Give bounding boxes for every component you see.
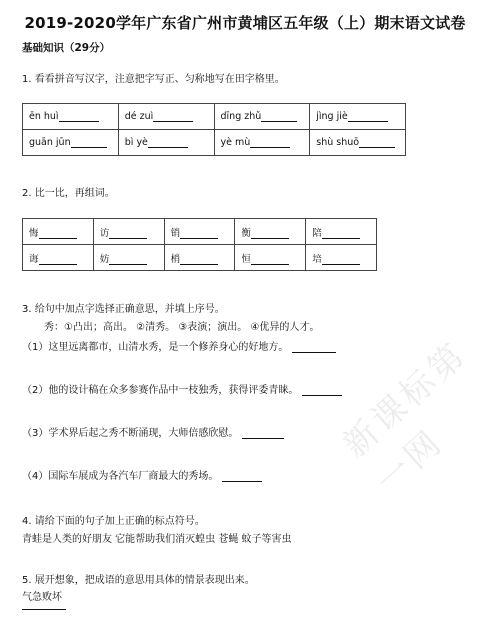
pinyin-text: bì yè — [124, 137, 148, 148]
char-text: 培 — [312, 253, 322, 265]
answer-blank[interactable] — [39, 228, 77, 239]
answer-blank[interactable] — [109, 254, 147, 265]
table-row — [23, 245, 377, 271]
q3-item-text: （2）他的设计稿在众多参赛作品中一枝独秀，获得评委青睐。 — [22, 385, 299, 396]
q2-prompt: 2. 比一比，再组词。 — [22, 188, 115, 199]
answer-blank[interactable] — [242, 427, 284, 439]
char-text: 销 — [170, 227, 181, 239]
pinyin-text: shù shuō — [316, 137, 360, 148]
pinyin-cell — [118, 130, 214, 156]
table-row — [23, 104, 406, 130]
section-heading: 基础知识（29分） — [22, 42, 111, 54]
answer-line[interactable] — [22, 608, 66, 610]
answer-blank[interactable] — [59, 111, 99, 122]
pinyin-text: guān jūn — [29, 137, 71, 148]
pinyin-text: dīng zhǔ — [220, 111, 262, 122]
q2-word-table — [22, 218, 377, 271]
table-row — [23, 130, 406, 156]
page-title: 2019-2020学年广东省广州市黄埔区五年级（上）期末语文试卷 — [24, 14, 466, 32]
q3-item-2 — [22, 381, 342, 396]
answer-blank[interactable] — [222, 470, 262, 482]
answer-blank[interactable] — [39, 254, 77, 265]
pinyin-cell — [214, 130, 310, 156]
pinyin-cell — [310, 104, 406, 130]
char-cell — [23, 245, 94, 271]
answer-blank[interactable] — [251, 254, 289, 265]
q3-item-text: （4）国际车展成为各汽车厂商最大的秀场。 — [22, 471, 219, 482]
answer-blank[interactable] — [148, 137, 188, 148]
pinyin-cell — [23, 130, 119, 156]
pinyin-cell — [23, 104, 119, 130]
answer-blank[interactable] — [109, 228, 147, 239]
q3-item-text: （1）这里远离都市，山清水秀，是一个修养身心的好地方。 — [22, 342, 289, 353]
q3-item-1 — [22, 338, 336, 353]
pinyin-cell — [310, 130, 406, 156]
pinyin-text: ēn huì — [29, 111, 59, 122]
pinyin-cell — [118, 104, 214, 130]
pinyin-text: dé zuì — [124, 111, 154, 122]
q3-item-3 — [22, 424, 284, 439]
char-text: 衡 — [241, 227, 251, 239]
char-text: 梢 — [170, 253, 181, 265]
q3-item-text: （3）学术界后起之秀不断涌现，大师倍感欣慰。 — [22, 428, 239, 439]
answer-blank[interactable] — [71, 137, 107, 148]
answer-blank[interactable] — [180, 228, 218, 239]
q3-item-4 — [22, 467, 262, 482]
pinyin-text: yè mù — [220, 137, 251, 148]
q5-prompt: 5. 展开想象，把成语的意思用具体的情景表现出来。 — [22, 575, 255, 586]
table-row — [23, 219, 377, 245]
char-text: 悔 — [29, 227, 39, 239]
pinyin-cell — [214, 104, 310, 130]
char-cell — [93, 219, 164, 245]
char-cell — [235, 245, 306, 271]
char-text: 诲 — [29, 253, 39, 265]
q1-prompt: 1. 看看拼音写汉字，注意把字写正、匀称地写在田字格里。 — [22, 74, 285, 85]
char-cell — [306, 245, 377, 271]
answer-blank[interactable] — [348, 111, 388, 122]
pinyin-text: jìng jiè — [316, 111, 348, 122]
q4-sentence: 青蛙是人类的好朋友 它能帮助我们消灭蝗虫 苍蝇 蚊子等害虫 — [22, 534, 292, 545]
q5-idiom: 气急败坏 — [22, 592, 62, 603]
answer-blank[interactable] — [322, 254, 360, 265]
char-text: 恒 — [241, 253, 251, 265]
answer-blank[interactable] — [250, 137, 290, 148]
char-cell — [306, 219, 377, 245]
answer-blank[interactable] — [292, 341, 336, 353]
char-text: 妨 — [99, 253, 110, 265]
char-cell — [164, 219, 235, 245]
q3-prompt: 3. 给句中加点字选择正确意思，并填上序号。 — [22, 304, 225, 315]
answer-blank[interactable] — [302, 384, 342, 396]
char-cell — [93, 245, 164, 271]
answer-blank[interactable] — [180, 254, 218, 265]
watermark: 新课标第一网 — [335, 334, 476, 503]
q4-prompt: 4. 请给下面的句子加上正确的标点符号。 — [22, 516, 205, 527]
answer-blank[interactable] — [322, 228, 360, 239]
char-cell — [164, 245, 235, 271]
answer-blank[interactable] — [359, 137, 395, 148]
char-cell — [235, 219, 306, 245]
answer-blank[interactable] — [261, 111, 297, 122]
char-text: 陪 — [312, 227, 322, 239]
answer-blank[interactable] — [251, 228, 289, 239]
q3-options: 秀：①凸出；高出。 ②清秀。 ③表演；演出。 ④优异的人才。 — [44, 322, 320, 333]
q1-pinyin-table — [22, 103, 406, 156]
char-text: 访 — [99, 227, 110, 239]
answer-blank[interactable] — [153, 111, 193, 122]
char-cell — [23, 219, 94, 245]
